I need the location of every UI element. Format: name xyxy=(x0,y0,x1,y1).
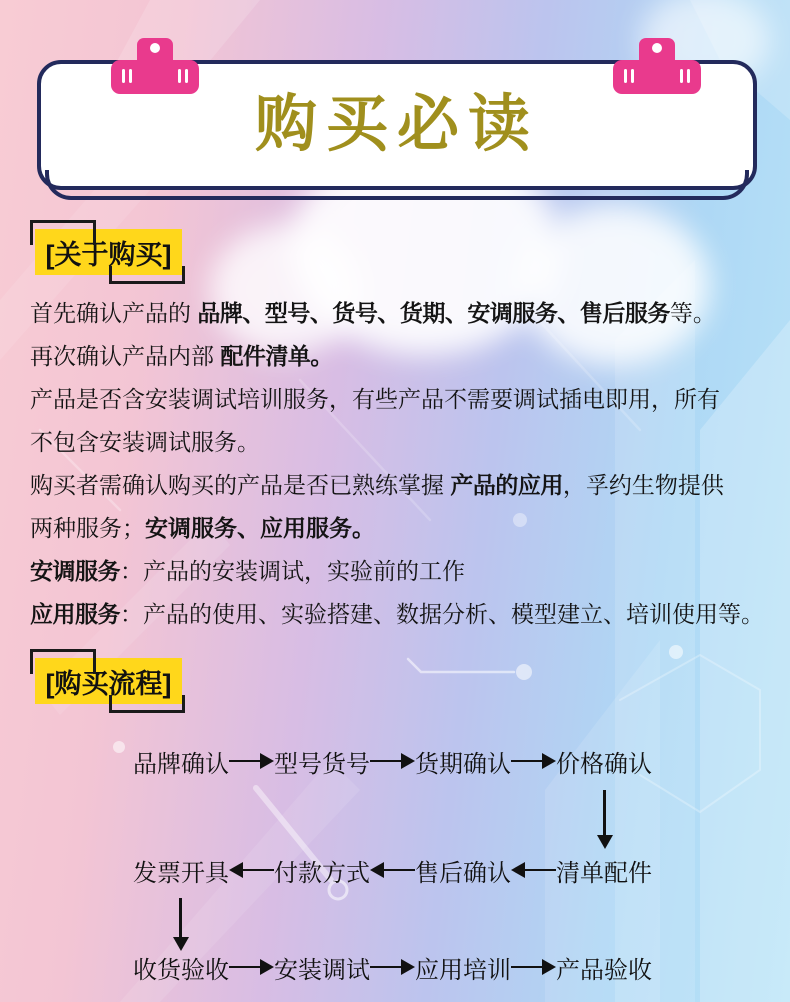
emphasis-text: 安调服务 xyxy=(30,558,120,584)
arrow-down-icon xyxy=(179,898,182,938)
section-label-about xyxy=(35,229,182,275)
flow-step: 付款方式 xyxy=(274,859,370,887)
emphasis-text: 产品的应用 xyxy=(450,472,563,498)
body-text: 再次确认产品内部 xyxy=(30,343,221,369)
header-card xyxy=(37,60,757,190)
arrow-down-icon xyxy=(603,790,606,836)
emphasis-text: 应用服务 xyxy=(30,601,120,627)
purchase-flowchart xyxy=(133,746,663,996)
about-purchase-text xyxy=(30,292,764,636)
arrow-left-icon xyxy=(370,862,415,878)
body-text: ：产品的使用、实验搭建、数据分析、模型建立、培训使用等。 xyxy=(120,601,764,627)
flow-row xyxy=(133,855,652,885)
flow-step: 清单配件 xyxy=(556,859,652,887)
text-line xyxy=(30,335,764,378)
body-text: 产品是否含安装调试培训服务，有些产品不需要调试插电即用，所有 xyxy=(30,386,720,412)
flow-row xyxy=(133,952,652,982)
flow-step: 价格确认 xyxy=(556,750,652,778)
text-line xyxy=(30,550,764,593)
binder-clip-icon xyxy=(111,38,199,98)
flow-step: 型号货号 xyxy=(274,750,370,778)
body-text: 不包含安装调试服务。 xyxy=(30,429,260,455)
flow-step: 发票开具 xyxy=(133,859,229,887)
body-text: 两种服务； xyxy=(30,515,145,541)
flow-step: 售后确认 xyxy=(415,859,511,887)
emphasis-text: 配件清单。 xyxy=(220,343,333,369)
emphasis-text: 品牌、型号、货号、货期、安调服务、售后服务 xyxy=(197,300,670,326)
flow-step: 产品验收 xyxy=(556,956,652,984)
flow-row xyxy=(133,746,652,776)
arrow-left-icon xyxy=(511,862,556,878)
arrow-right-icon xyxy=(370,959,415,975)
section-label-text: [购买流程] xyxy=(45,668,172,699)
arrow-right-icon xyxy=(229,959,274,975)
flow-step: 安装调试 xyxy=(274,956,370,984)
text-line xyxy=(30,378,764,421)
flow-step: 品牌确认 xyxy=(133,750,229,778)
clip-hole xyxy=(150,43,160,53)
text-line xyxy=(30,292,764,335)
arrow-right-icon xyxy=(370,753,415,769)
text-line xyxy=(30,507,764,550)
section-label-process xyxy=(35,658,182,704)
binder-clip-icon xyxy=(613,38,701,98)
text-line xyxy=(30,593,764,636)
arrow-right-icon xyxy=(511,959,556,975)
clip-hole xyxy=(652,43,662,53)
body-text: 等。 xyxy=(669,300,716,326)
page-title: 购买必读 xyxy=(254,90,539,159)
flow-step: 收货验收 xyxy=(133,956,229,984)
body-text: 购买者需确认购买的产品是否已熟练掌握 xyxy=(30,472,451,498)
arrow-right-icon xyxy=(511,753,556,769)
clip-bar xyxy=(613,60,701,94)
clip-bar xyxy=(111,60,199,94)
flow-step: 应用培训 xyxy=(415,956,511,984)
emphasis-text: 安调服务、应用服务。 xyxy=(145,515,375,541)
arrow-right-icon xyxy=(229,753,274,769)
text-line xyxy=(30,421,764,464)
body-text: ：产品的安装调试，实验前的工作 xyxy=(120,558,465,584)
section-label-text: [关于购买] xyxy=(45,239,172,270)
text-line xyxy=(30,464,764,507)
body-text: 首先确认产品的 xyxy=(30,300,198,326)
flow-step: 货期确认 xyxy=(415,750,511,778)
arrow-left-icon xyxy=(229,862,274,878)
body-text: ，孚约生物提供 xyxy=(562,472,724,498)
